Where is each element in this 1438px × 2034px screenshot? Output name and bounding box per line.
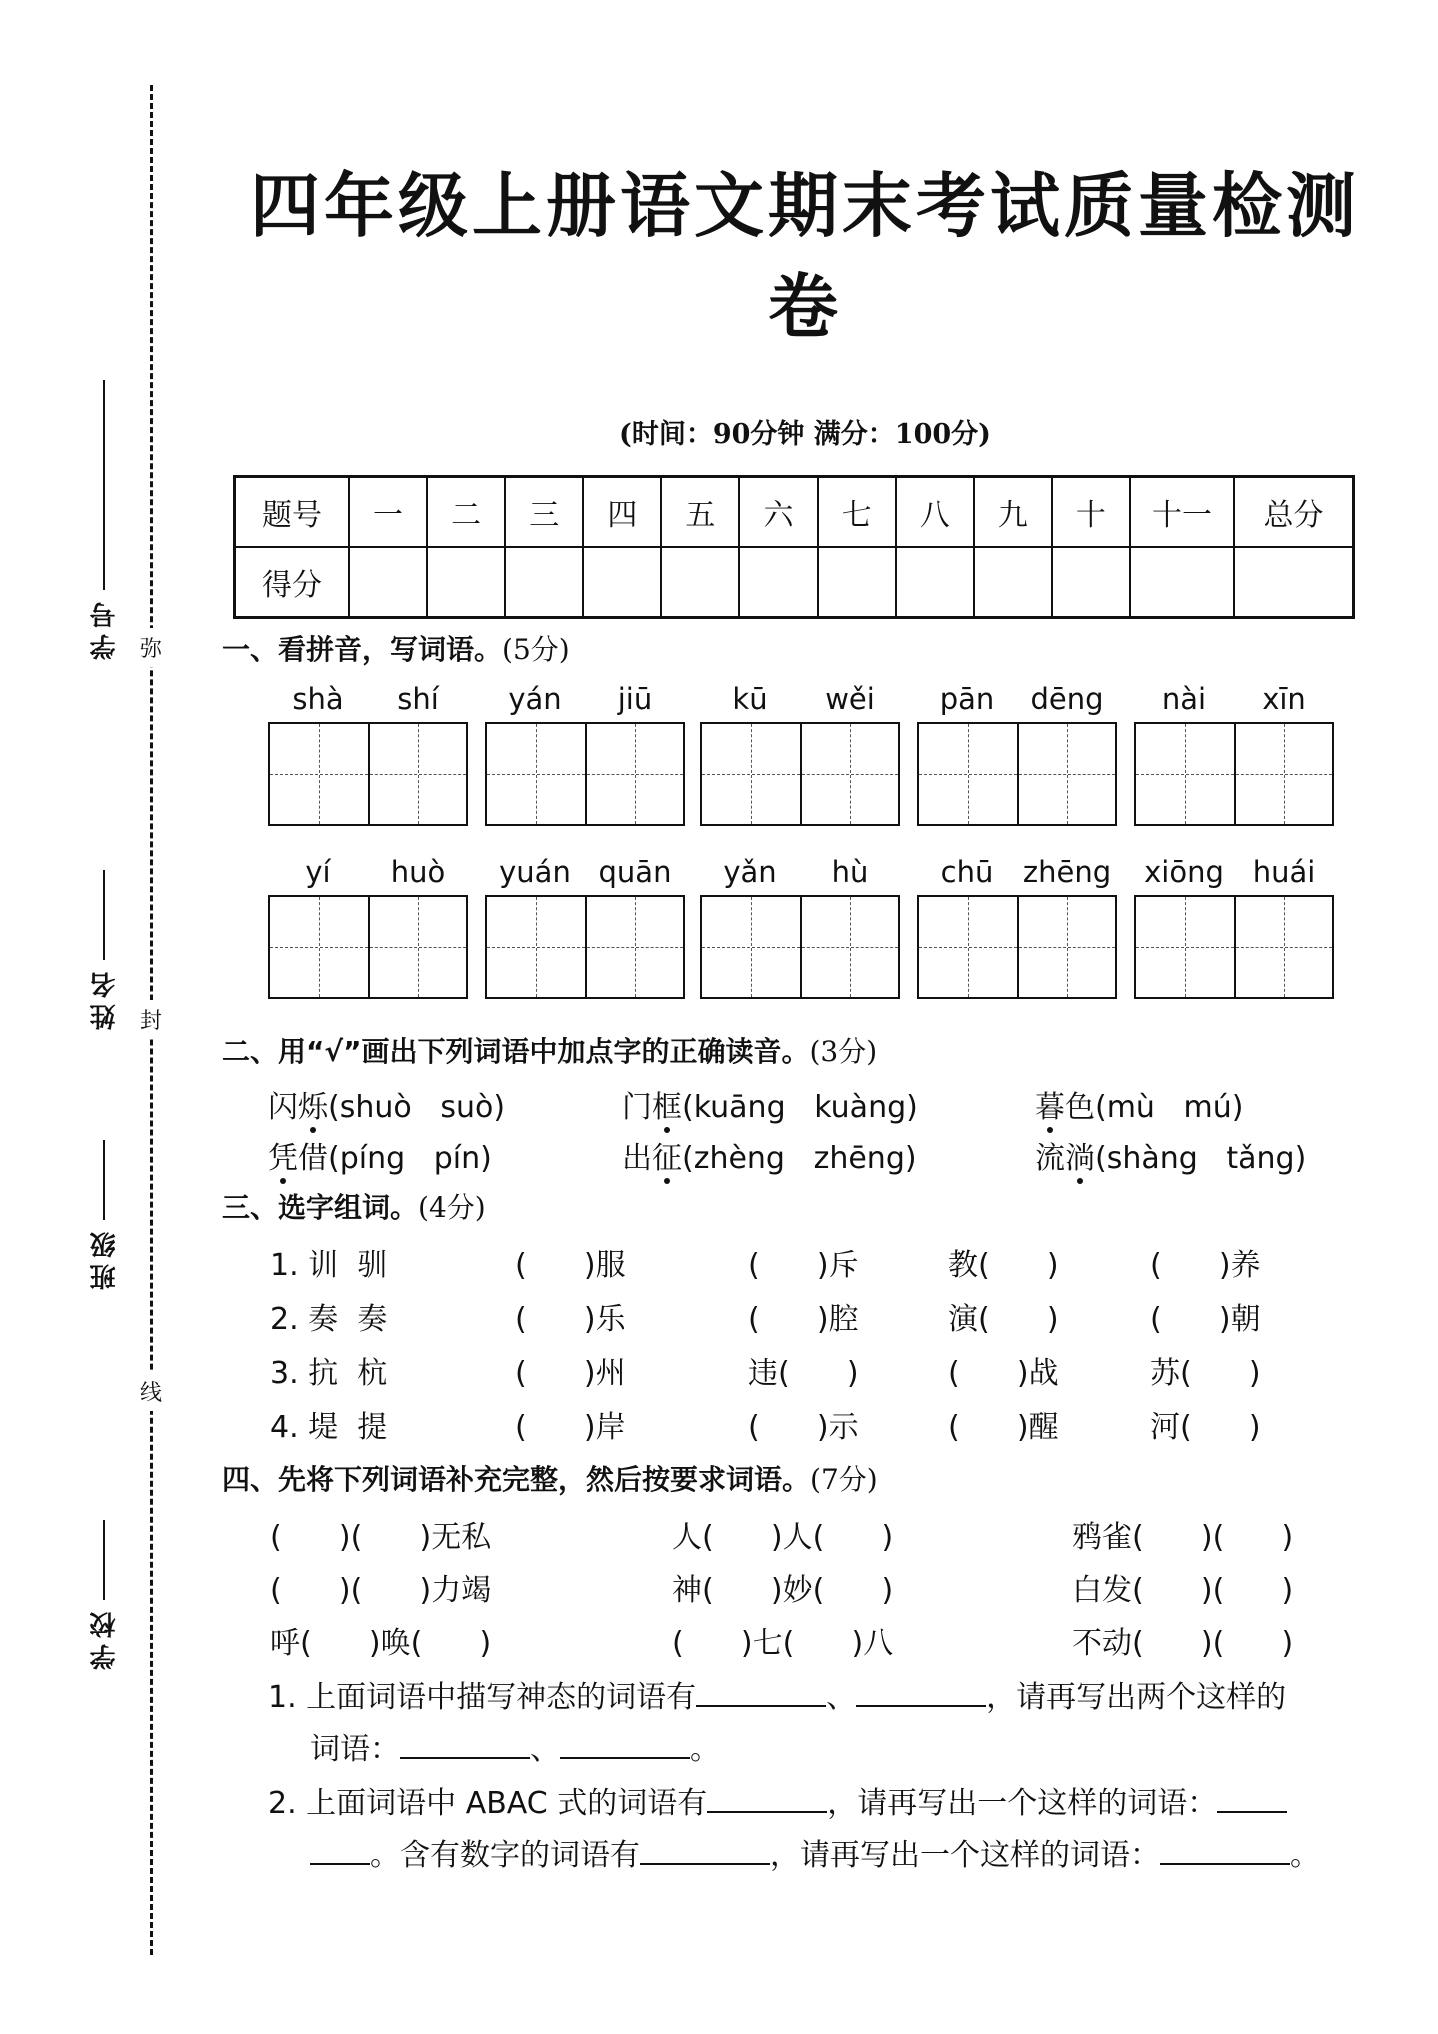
answer-blank[interactable] xyxy=(560,1727,690,1759)
class-label: 班级 xyxy=(89,1226,120,1290)
q4-idiom-item[interactable]: 白发( )( ) xyxy=(1072,1573,1294,1608)
score-input-cell[interactable] xyxy=(818,547,896,618)
pinyin-word-group xyxy=(917,682,1117,826)
tianzige-boxes xyxy=(1134,722,1334,826)
answer-blank[interactable] xyxy=(1217,1781,1287,1813)
student-id-label: 学号 xyxy=(89,596,120,660)
q3-blank-item[interactable]: 河( ) xyxy=(1150,1410,1261,1445)
q4-idiom-item[interactable]: 鸦雀( )( ) xyxy=(1072,1520,1294,1555)
school-field[interactable] xyxy=(74,1520,134,1676)
q3-blank-item[interactable]: 演( ) xyxy=(948,1302,1059,1337)
pinyin-word-group xyxy=(700,682,900,826)
pinyin-word-group xyxy=(917,855,1117,999)
q4-idiom-item[interactable]: ( )七( )八 xyxy=(672,1626,894,1661)
q2-points: (3分) xyxy=(809,1035,878,1068)
answer-blank[interactable] xyxy=(1160,1833,1290,1865)
q3-blank-item[interactable]: 违( ) xyxy=(748,1356,859,1391)
q3-char-pair: 4. 堤 提 xyxy=(270,1410,388,1445)
q4-title xyxy=(222,1458,878,1498)
writing-cell[interactable] xyxy=(585,897,683,997)
pinyin-syllable: yán xyxy=(508,682,562,716)
score-input-cell[interactable] xyxy=(739,547,817,618)
writing-cell[interactable] xyxy=(1234,897,1332,997)
score-cell: 四 xyxy=(583,477,661,548)
pinyin-word-group xyxy=(485,855,685,999)
pinyin-syllable: chū xyxy=(940,855,994,889)
q2-title xyxy=(222,1030,877,1070)
answer-blank[interactable] xyxy=(310,1833,370,1865)
pinyin-word-group xyxy=(700,855,900,999)
pinyin-row xyxy=(700,855,900,895)
answer-blank[interactable] xyxy=(640,1833,770,1865)
exam-info: (时间：90分钟 满分：100分) xyxy=(619,419,991,450)
q2-item: 暮色(mù mú) xyxy=(1035,1090,1244,1125)
score-input-cell[interactable] xyxy=(974,547,1052,618)
writing-cell[interactable] xyxy=(1017,897,1115,997)
q4-idiom-item[interactable]: 不动( )( ) xyxy=(1072,1626,1294,1661)
pinyin-row xyxy=(1134,855,1334,895)
pinyin-syllable: shà xyxy=(292,682,344,716)
pinyin-row xyxy=(1134,682,1334,722)
q2-title-text: 二、用“√”画出下列词语中加点字的正确读音。 xyxy=(222,1035,810,1068)
q4-idiom-item[interactable]: 神( )妙( ) xyxy=(672,1573,894,1608)
q3-char-pair: 2. 奏 奏 xyxy=(270,1302,388,1337)
pinyin-row xyxy=(700,682,900,722)
q3-points: (4分) xyxy=(418,1191,486,1224)
seal-char-mi: 弥 xyxy=(131,628,171,667)
score-input-cell[interactable] xyxy=(661,547,739,618)
score-cell: 一 xyxy=(349,477,427,548)
pinyin-row xyxy=(917,855,1117,895)
q4-title-text: 四、先将下列词语补充完整，然后按要求词语。 xyxy=(222,1463,811,1496)
score-input-cell[interactable] xyxy=(1052,547,1130,618)
score-cell: 十一 xyxy=(1130,477,1234,548)
answer-blank[interactable] xyxy=(707,1781,827,1813)
class-field[interactable] xyxy=(74,1140,134,1296)
writing-cell[interactable] xyxy=(702,724,800,824)
q3-title-text: 三、选字组词。 xyxy=(222,1191,419,1224)
q3-blank-item[interactable]: ( )斥 xyxy=(748,1248,859,1283)
pinyin-word-group xyxy=(1134,855,1334,999)
q3-blank-item[interactable]: ( )腔 xyxy=(748,1302,859,1337)
writing-cell[interactable] xyxy=(1136,897,1234,997)
writing-cell[interactable] xyxy=(487,724,585,824)
pinyin-syllable: shí xyxy=(397,682,439,716)
q4-idiom-item[interactable]: 呼( )唤( ) xyxy=(270,1626,492,1661)
writing-cell[interactable] xyxy=(800,897,898,997)
q2-item: 流淌(shàng tǎng) xyxy=(1035,1141,1307,1176)
q3-blank-item[interactable]: ( )朝 xyxy=(1150,1302,1261,1337)
q2-item: 门框(kuāng kuàng) xyxy=(622,1090,918,1125)
pinyin-syllable: kū xyxy=(732,682,768,716)
q4-idiom-item[interactable]: ( )( )无私 xyxy=(270,1520,492,1555)
score-cell: 三 xyxy=(505,477,583,548)
score-cell: 总分 xyxy=(1234,477,1354,548)
writing-cell[interactable] xyxy=(585,724,683,824)
q4-idiom-item[interactable]: 人( )人( ) xyxy=(672,1520,894,1555)
student-name-field[interactable] xyxy=(74,870,134,1036)
pinyin-syllable: xīn xyxy=(1262,682,1306,716)
score-table-score-row xyxy=(235,547,1354,618)
writing-cell[interactable] xyxy=(1017,724,1115,824)
score-cell: 二 xyxy=(427,477,505,548)
pinyin-syllable: quān xyxy=(598,855,672,889)
writing-cell[interactable] xyxy=(702,897,800,997)
score-input-cell[interactable] xyxy=(349,547,427,618)
q3-blank-item[interactable]: ( )战 xyxy=(948,1356,1059,1391)
pinyin-syllable: pān xyxy=(939,682,995,716)
writing-cell[interactable] xyxy=(919,724,1017,824)
q3-blank-item[interactable]: ( )示 xyxy=(748,1410,859,1445)
q2-item: 凭借(píng pín) xyxy=(268,1141,492,1176)
q3-blank-item[interactable]: ( )州 xyxy=(515,1356,626,1391)
score-input-cell[interactable] xyxy=(1234,547,1354,618)
score-input-cell[interactable] xyxy=(1130,547,1234,618)
writing-cell[interactable] xyxy=(270,724,368,824)
pinyin-row xyxy=(268,682,468,722)
answer-blank[interactable] xyxy=(856,1675,986,1707)
score-row-label: 得分 xyxy=(235,547,350,618)
q1-points: (5分) xyxy=(502,633,570,666)
q4-sub1-line1: 1. 上面词语中描写神态的词语有 、 ，请再写出两个这样的 xyxy=(268,1672,1286,1716)
tianzige-boxes xyxy=(917,722,1117,826)
writing-cell[interactable] xyxy=(270,897,368,997)
writing-cell[interactable] xyxy=(800,724,898,824)
tianzige-boxes xyxy=(485,895,685,999)
pinyin-syllable: zhēng xyxy=(1022,855,1112,889)
pinyin-word-group xyxy=(268,855,468,999)
seal-char-feng: 封 xyxy=(131,1000,171,1039)
score-cell: 七 xyxy=(818,477,896,548)
score-cell: 九 xyxy=(974,477,1052,548)
pinyin-syllable: yǎn xyxy=(723,855,777,889)
pinyin-syllable: yuán xyxy=(499,855,571,889)
pinyin-syllable: jiū xyxy=(617,682,653,716)
pinyin-syllable: yí xyxy=(305,855,331,889)
score-cell: 八 xyxy=(896,477,974,548)
score-input-cell[interactable] xyxy=(896,547,974,618)
student-name-label: 姓名 xyxy=(89,966,120,1030)
q4-idiom-item[interactable]: ( )( )力竭 xyxy=(270,1573,492,1608)
pinyin-word-group xyxy=(1134,682,1334,826)
tianzige-boxes xyxy=(1134,895,1334,999)
q3-blank-item[interactable]: ( )岸 xyxy=(515,1410,626,1445)
pinyin-syllable: dēng xyxy=(1030,682,1104,716)
q1-title-text: 一、看拼音，写词语。 xyxy=(222,633,503,666)
student-id-field[interactable] xyxy=(74,380,134,666)
q1-title xyxy=(222,628,570,668)
pinyin-syllable: huò xyxy=(390,855,446,889)
q2-item: 出征(zhèng zhēng) xyxy=(622,1141,917,1176)
school-label: 学校 xyxy=(89,1606,120,1670)
q3-blank-item[interactable]: 教( ) xyxy=(948,1248,1059,1283)
pinyin-row xyxy=(268,855,468,895)
tianzige-boxes xyxy=(917,895,1117,999)
pinyin-row xyxy=(917,682,1117,722)
score-input-cell[interactable] xyxy=(505,547,583,618)
score-input-cell[interactable] xyxy=(427,547,505,618)
pinyin-syllable: hù xyxy=(831,855,869,889)
q3-blank-item[interactable]: ( )养 xyxy=(1150,1248,1261,1283)
pinyin-row xyxy=(485,682,685,722)
writing-cell[interactable] xyxy=(368,897,466,997)
q2-item: 闪烁(shuò suò) xyxy=(268,1090,506,1125)
q3-char-pair: 1. 训 驯 xyxy=(270,1248,388,1283)
q3-char-pair: 3. 抗 杭 xyxy=(270,1356,388,1391)
score-cell: 六 xyxy=(739,477,817,548)
writing-cell[interactable] xyxy=(368,724,466,824)
q4-sub2-line1: 2. 上面词语中 ABAC 式的词语有 ，请再写出一个这样的词语： xyxy=(268,1778,1287,1822)
tianzige-boxes xyxy=(700,895,900,999)
pinyin-syllable: nài xyxy=(1161,682,1207,716)
q3-blank-item[interactable]: ( )乐 xyxy=(515,1302,626,1337)
pinyin-syllable: huái xyxy=(1252,855,1316,889)
page-title: 四年级上册语文期末考试质量检测卷 xyxy=(250,165,1360,348)
q3-blank-item[interactable]: ( )服 xyxy=(515,1248,626,1283)
q4-points: (7分) xyxy=(810,1463,878,1496)
writing-cell[interactable] xyxy=(919,897,1017,997)
score-input-cell[interactable] xyxy=(583,547,661,618)
tianzige-boxes xyxy=(700,722,900,826)
score-cell: 五 xyxy=(661,477,739,548)
pinyin-word-group xyxy=(485,682,685,826)
q3-title xyxy=(222,1186,486,1226)
writing-cell[interactable] xyxy=(1136,724,1234,824)
answer-blank[interactable] xyxy=(400,1727,530,1759)
tianzige-boxes xyxy=(485,722,685,826)
seal-char-xian: 线 xyxy=(131,1372,171,1411)
tianzige-boxes xyxy=(268,722,468,826)
pinyin-syllable: xiōng xyxy=(1144,855,1224,889)
score-cell: 题号 xyxy=(235,477,350,548)
pinyin-word-group xyxy=(268,682,468,826)
q4-sub1-line2: 词语： 、 。 xyxy=(310,1724,720,1768)
q4-sub2-line2: 。含有数字的词语有 ，请再写出一个这样的词语： 。 xyxy=(310,1830,1320,1874)
pinyin-row xyxy=(485,855,685,895)
writing-cell[interactable] xyxy=(487,897,585,997)
q3-blank-item[interactable]: 苏( ) xyxy=(1150,1356,1261,1391)
pinyin-syllable: wěi xyxy=(825,682,875,716)
q3-blank-item[interactable]: ( )醒 xyxy=(948,1410,1059,1445)
score-cell: 十 xyxy=(1052,477,1130,548)
score-table-header-row xyxy=(235,477,1354,548)
score-table xyxy=(233,475,1355,619)
writing-cell[interactable] xyxy=(1234,724,1332,824)
answer-blank[interactable] xyxy=(696,1675,826,1707)
tianzige-boxes xyxy=(268,895,468,999)
